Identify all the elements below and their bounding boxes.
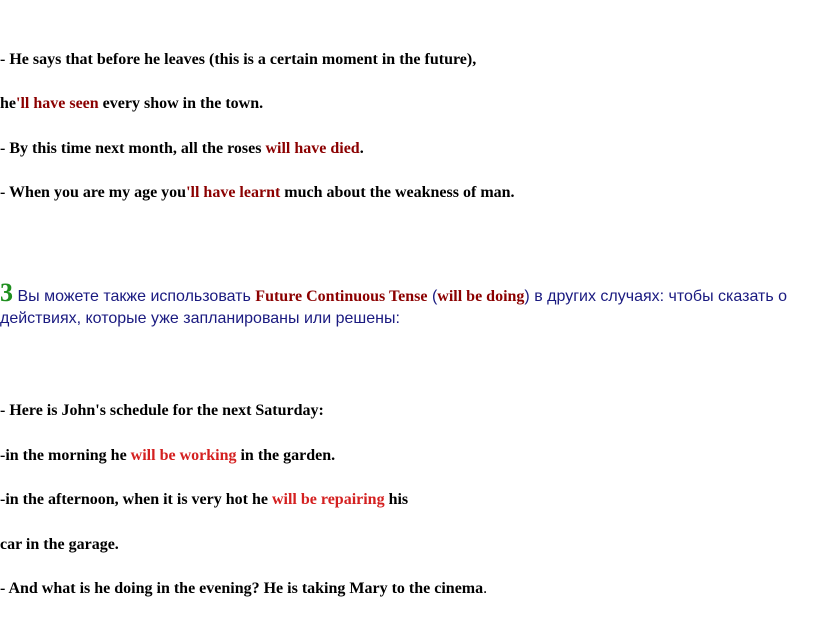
example-text: car in the garage. [0,536,119,553]
rule-text: действиях, которые уже запланированы или решены: [0,310,400,327]
highlighted-verb: 'll have seen [16,95,99,112]
example-line-1 [0,401,324,421]
sentence-text: - When you are my age you [0,184,187,201]
rule-paragraph [0,278,816,309]
example-text: -in the afternoon, when it is very hot he [0,491,272,508]
highlighted-verb: 'll have learnt [186,184,281,201]
example-text: his [384,491,409,508]
sentence-line-1 [0,50,476,70]
sentence-text: much about the weakness of man. [280,184,515,201]
rule-number: 3 [0,278,13,307]
sentence-text: . [359,140,364,157]
example-line-5 [0,579,487,599]
example-line-3 [0,490,408,510]
sentence-text: - By this time next month, all the roses [0,140,266,157]
sentence-line-2 [0,94,263,114]
sentence-text: - He says that before he leaves (this is a certain moment in the future), [0,51,477,68]
highlighted-verb: will be working [130,447,237,464]
highlighted-verb: will have died [265,140,360,157]
example-line-2 [0,446,335,466]
rule-text: ) в других случаях: чтобы сказать о [524,288,787,305]
rule-text: ( [427,288,438,305]
example-text: . [483,580,488,597]
example-text: - And what is he doing in the evening? He is taking Mary to the cinema [0,580,484,597]
sentence-line-3 [0,139,364,159]
rule-paragraph-line-2 [0,307,816,331]
example-text: in the garden. [236,447,336,464]
example-line-4 [0,535,119,555]
example-text: -in the morning he [0,447,131,464]
example-text: - Here is John's schedule for the next Saturday: [0,402,324,419]
tense-name: Future Continuous Tense [255,288,428,305]
highlighted-verb: will be repairing [271,491,385,508]
sentence-text: he [0,95,16,112]
sentence-text: every show in the town. [98,95,264,112]
rule-text: Вы можете также использовать [13,288,256,305]
sentence-line-4 [0,183,515,203]
tense-example: will be doing [437,288,525,305]
